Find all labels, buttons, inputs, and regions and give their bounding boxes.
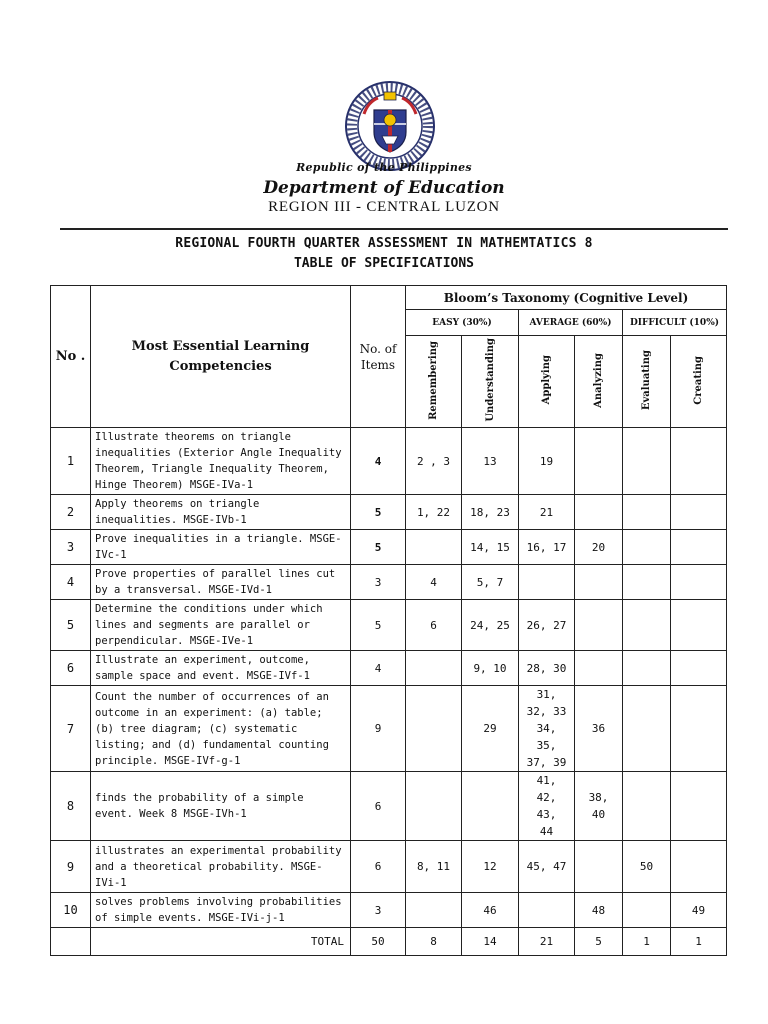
competency-cell: Determine the conditions under which lines and segments are parallel or perpendicular. MSGE-IVe-1 [91,600,351,651]
row-number: 10 [51,893,91,928]
applying-cell [519,893,575,928]
creating-cell [671,841,727,893]
total-analyzing: 5 [575,928,623,956]
competency-cell: illustrates an experimental probability and a theoretical probability. MSGE-IVi-1 [91,841,351,893]
header-remembering: Remembering [406,336,462,428]
evaluating-cell [623,428,671,495]
table-row [51,686,727,772]
applying-cell: 31, 32, 33 34, 35, 37, 39 [519,686,575,772]
row-number: 1 [51,428,91,495]
total-blank-cell [51,928,91,956]
items-cell: 6 [351,772,406,841]
analyzing-cell [575,495,623,530]
total-remembering: 8 [406,928,462,956]
header-no: No . [51,286,91,428]
creating-cell [671,495,727,530]
creating-cell [671,428,727,495]
applying-cell: 41, 42, 43, 44 [519,772,575,841]
header-evaluating: Evaluating [623,336,671,428]
remembering-cell [406,686,462,772]
analyzing-cell [575,565,623,600]
specifications-table [50,285,727,956]
remembering-cell: 2 , 3 [406,428,462,495]
total-row [51,928,727,956]
understanding-cell: 5, 7 [462,565,519,600]
analyzing-cell: 38, 40 [575,772,623,841]
understanding-cell [462,772,519,841]
items-cell: 9 [351,686,406,772]
creating-cell [671,530,727,565]
analyzing-cell: 36 [575,686,623,772]
row-number: 8 [51,772,91,841]
items-cell: 5 [351,600,406,651]
creating-cell [671,651,727,686]
total-evaluating: 1 [623,928,671,956]
creating-cell: 49 [671,893,727,928]
analyzing-cell [575,651,623,686]
row-number: 5 [51,600,91,651]
header-understanding: Understanding [462,336,519,428]
evaluating-cell [623,772,671,841]
evaluating-cell [623,495,671,530]
row-number: 7 [51,686,91,772]
remembering-cell [406,651,462,686]
evaluating-cell [623,651,671,686]
row-number: 9 [51,841,91,893]
competency-cell: finds the probability of a simple event. Week 8 MSGE-IVh-1 [91,772,351,841]
evaluating-cell [623,530,671,565]
remembering-cell: 4 [406,565,462,600]
tos-title: TABLE OF SPECIFICATIONS [293,256,474,271]
creating-cell [671,772,727,841]
understanding-cell: 14, 15 [462,530,519,565]
competency-cell: Prove properties of parallel lines cut by a transversal. MSGE-IVd-1 [91,565,351,600]
row-number: 4 [51,565,91,600]
items-cell: 6 [351,841,406,893]
applying-cell: 19 [519,428,575,495]
total-items: 50 [351,928,406,956]
header-easy: EASY (30%) [406,310,519,336]
evaluating-cell [623,686,671,772]
items-cell: 4 [351,428,406,495]
remembering-cell [406,530,462,565]
remembering-cell: 6 [406,600,462,651]
competency-cell: Apply theorems on triangle inequalities. MSGE-IVb-1 [91,495,351,530]
evaluating-cell: 50 [623,841,671,893]
applying-cell: 45, 47 [519,841,575,893]
remembering-cell: 8, 11 [406,841,462,893]
republic-heading: Republic of the Philippines [296,161,472,174]
evaluating-cell [623,893,671,928]
competency-cell: Count the number of occurrences of an outcome in an experiment: (a) table; (b) tree diagram; (c) systematic listing; and (d) fundamental counting principle. MSGE-IVf-g-1 [91,686,351,772]
header-analyzing: Analyzing [575,336,623,428]
competency-cell: Illustrate an experiment, outcome, sample space and event. MSGE-IVf-1 [91,651,351,686]
creating-cell [671,686,727,772]
items-cell: 5 [351,530,406,565]
understanding-cell: 12 [462,841,519,893]
items-cell: 3 [351,565,406,600]
understanding-cell: 29 [462,686,519,772]
total-applying: 21 [519,928,575,956]
header-blooms-taxonomy: Bloom’s Taxonomy (Cognitive Level) [406,286,727,310]
row-number: 6 [51,651,91,686]
competency-cell: Prove inequalities in a triangle. MSGE-IVc-1 [91,530,351,565]
competency-cell: solves problems involving probabilities of simple events. MSGE-IVi-j-1 [91,893,351,928]
table-row [51,495,727,530]
understanding-cell: 46 [462,893,519,928]
header-competencies: Most Essential Learning Competencies [91,286,351,428]
evaluating-cell [623,600,671,651]
items-cell: 3 [351,893,406,928]
understanding-cell: 9, 10 [462,651,519,686]
table-row [51,651,727,686]
table-row [51,600,727,651]
header-divider [60,228,728,230]
total-creating: 1 [671,928,727,956]
total-understanding: 14 [462,928,519,956]
analyzing-cell [575,428,623,495]
remembering-cell [406,772,462,841]
items-cell: 5 [351,495,406,530]
applying-cell: 16, 17 [519,530,575,565]
table-row [51,772,727,841]
deped-seal-logo [344,80,436,172]
row-number: 2 [51,495,91,530]
applying-cell: 26, 27 [519,600,575,651]
table-row [51,841,727,893]
table-row [51,530,727,565]
understanding-cell: 24, 25 [462,600,519,651]
understanding-cell: 13 [462,428,519,495]
applying-cell: 28, 30 [519,651,575,686]
header-difficult: DIFFICULT (10%) [623,310,727,336]
remembering-cell: 1, 22 [406,495,462,530]
applying-cell: 21 [519,495,575,530]
region-heading: REGION III - CENTRAL LUZON [268,199,500,215]
row-number: 3 [51,530,91,565]
competency-cell: Illustrate theorems on triangle inequalities (Exterior Angle Inequality Theorem, Triangle Inequality Theorem, Hinge Theorem) MSGE-IVa-1 [91,428,351,495]
creating-cell [671,565,727,600]
creating-cell [671,600,727,651]
total-label: TOTAL [91,928,351,956]
analyzing-cell [575,600,623,651]
analyzing-cell [575,841,623,893]
analyzing-cell: 48 [575,893,623,928]
evaluating-cell [623,565,671,600]
items-cell: 4 [351,651,406,686]
table-row [51,428,727,495]
applying-cell [519,565,575,600]
table-row [51,565,727,600]
header-applying: Applying [519,336,575,428]
header-average: AVERAGE (60%) [519,310,623,336]
header-no-of-items: No. of Items [351,286,406,428]
understanding-cell: 18, 23 [462,495,519,530]
department-heading: Department of Education [263,178,505,198]
header-creating: Creating [671,336,727,428]
remembering-cell [406,893,462,928]
analyzing-cell: 20 [575,530,623,565]
table-row [51,893,727,928]
assessment-title: REGIONAL FOURTH QUARTER ASSESSMENT IN MATHEMTATICS 8 [175,236,593,251]
